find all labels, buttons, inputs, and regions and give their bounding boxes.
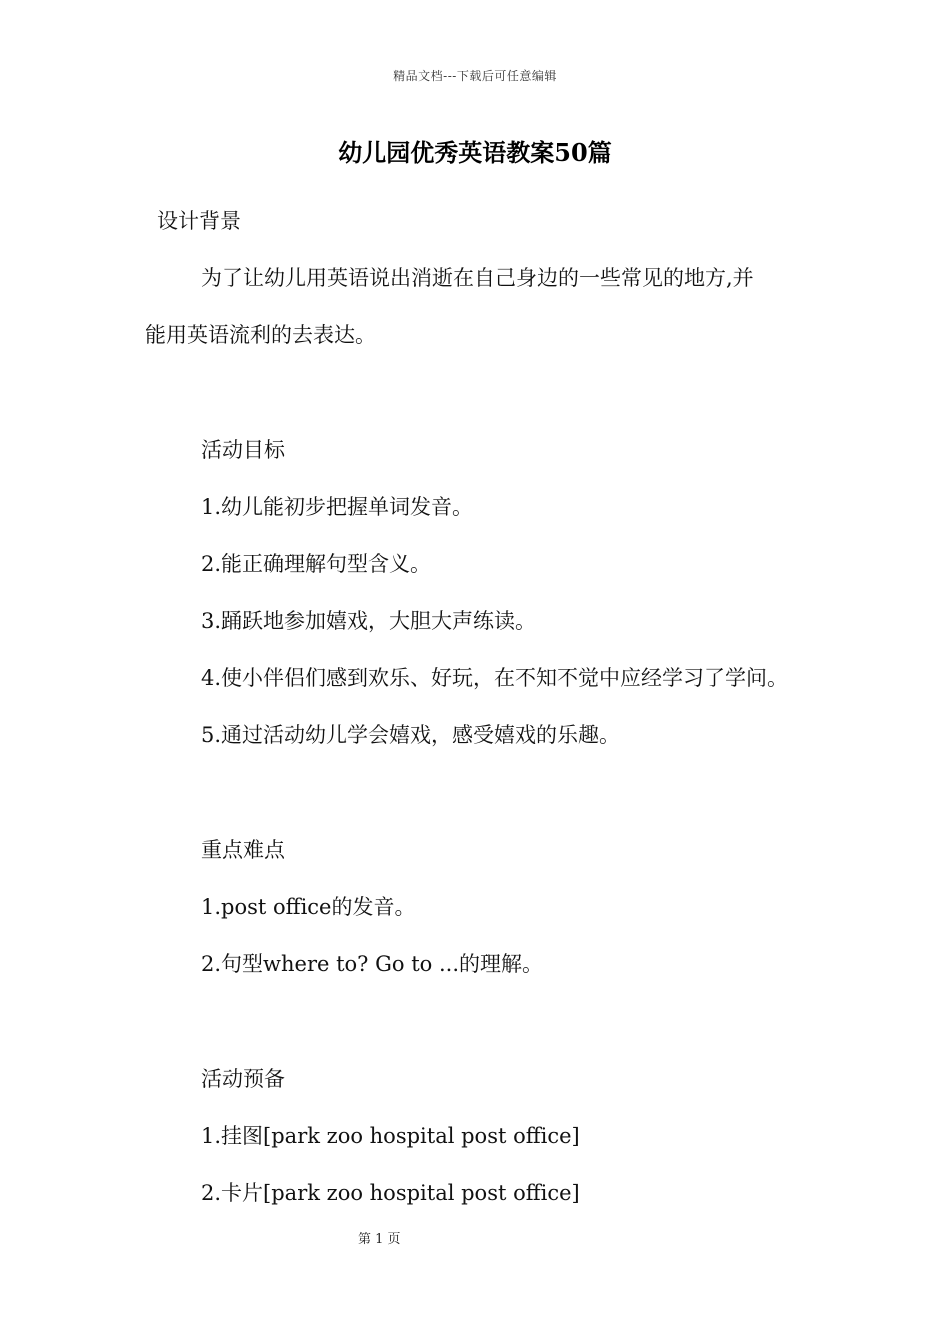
list-item: 1.post office的发音。 <box>201 895 416 919</box>
list-item: 2.卡片[park zoo hospital post office] <box>201 1181 580 1205</box>
list-item: 5.通过活动幼儿学会嬉戏，感受嬉戏的乐趣。 <box>201 723 621 747</box>
list-item: 4.使小伴侣们感到欢乐、好玩，在不知不觉中应经学习了学问。 <box>201 666 789 690</box>
section-heading-goals: 活动目标 <box>201 438 285 462</box>
paragraph-line: 为了让幼儿用英语说出消逝在自己身边的一些常见的地方,并 <box>201 266 754 290</box>
section-heading-preparation: 活动预备 <box>201 1067 285 1091</box>
list-item: 2.能正确理解句型含义。 <box>201 552 432 576</box>
section-heading-key-points: 重点难点 <box>201 838 285 862</box>
list-item: 3.踊跃地参加嬉戏，大胆大声练读。 <box>201 609 537 633</box>
list-item: 1.幼儿能初步把握单词发音。 <box>201 495 474 519</box>
page-header: 精品文档---下载后可任意编辑 <box>393 69 557 83</box>
page-number: 第 1 页 <box>358 1232 401 1247</box>
document-title: 幼儿园优秀英语教案50篇 <box>338 138 612 167</box>
section-heading-background: 设计背景 <box>157 209 241 233</box>
list-item: 1.挂图[park zoo hospital post office] <box>201 1124 580 1148</box>
paragraph-line: 能用英语流利的去表达。 <box>145 323 376 347</box>
list-item: 2.句型where to? Go to ...的理解。 <box>201 952 543 976</box>
